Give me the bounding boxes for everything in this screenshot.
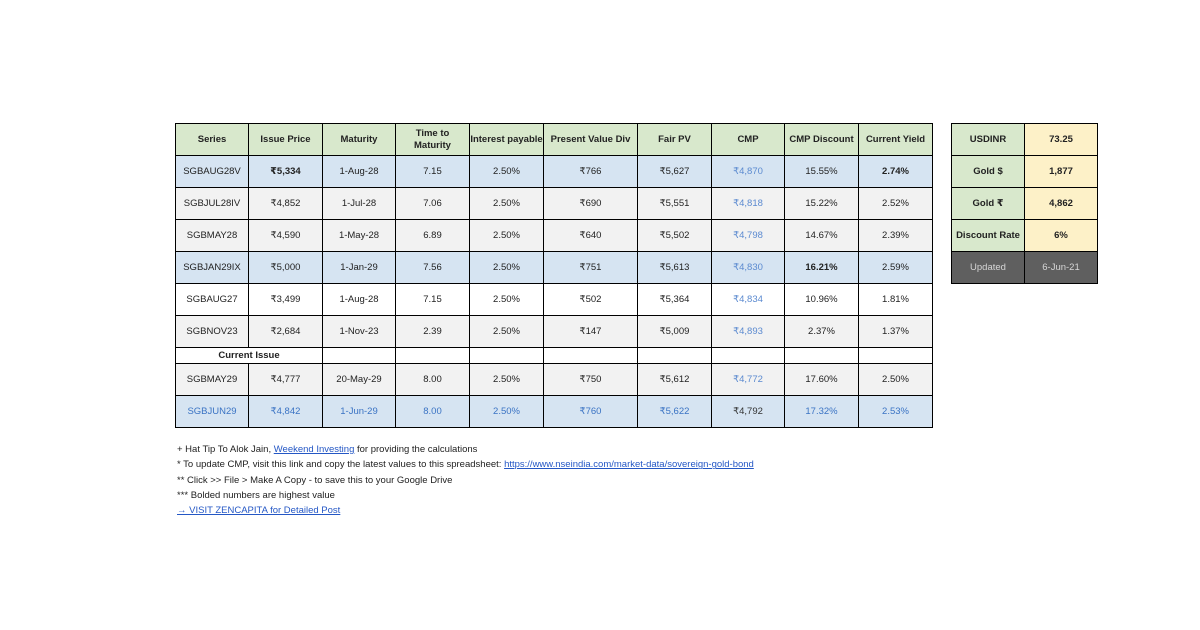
cell-series[interactable]: SGBJUN29 bbox=[176, 396, 249, 428]
cell-pv-div[interactable]: ₹502 bbox=[544, 284, 638, 316]
empty-cell bbox=[785, 348, 859, 364]
table-row bbox=[176, 156, 933, 188]
header-time-to-maturity: Time to Maturity bbox=[396, 124, 470, 156]
header-issue-price: Issue Price bbox=[249, 124, 323, 156]
cell-series[interactable]: SGBJUL28IV bbox=[176, 188, 249, 220]
cell-pv-div[interactable]: ₹750 bbox=[544, 364, 638, 396]
cell-maturity[interactable]: 1-Aug-28 bbox=[323, 284, 396, 316]
table-row bbox=[176, 396, 933, 428]
cell-issue-price[interactable]: ₹4,852 bbox=[249, 188, 323, 220]
cell-cmp[interactable]: ₹4,818 bbox=[712, 188, 785, 220]
cell-issue-price[interactable]: ₹4,842 bbox=[249, 396, 323, 428]
cell-cmp[interactable]: ₹4,834 bbox=[712, 284, 785, 316]
side-row-gold-usd bbox=[952, 156, 1098, 188]
table-row bbox=[176, 364, 933, 396]
cell-cmp-discount[interactable]: 16.21% bbox=[785, 252, 859, 284]
table-header-row bbox=[176, 124, 933, 156]
side-value[interactable]: 4,862 bbox=[1025, 188, 1098, 220]
cell-interest[interactable]: 2.50% bbox=[470, 316, 544, 348]
table-row bbox=[176, 316, 933, 348]
cell-fair-pv[interactable]: ₹5,009 bbox=[638, 316, 712, 348]
current-issue-label: Current Issue bbox=[176, 348, 323, 364]
header-current-yield: Current Yield bbox=[859, 124, 933, 156]
cell-maturity[interactable]: 1-Jan-29 bbox=[323, 252, 396, 284]
cell-issue-price[interactable]: ₹5,334 bbox=[249, 156, 323, 188]
header-present-value-div: Present Value Div bbox=[544, 124, 638, 156]
side-label[interactable]: Gold ₹ bbox=[952, 188, 1025, 220]
cell-interest[interactable]: 2.50% bbox=[470, 284, 544, 316]
table-row bbox=[176, 220, 933, 252]
empty-cell bbox=[396, 348, 470, 364]
market-data-table bbox=[951, 123, 1098, 284]
sgb-table bbox=[175, 123, 933, 428]
cell-interest[interactable]: 2.50% bbox=[470, 364, 544, 396]
cell-issue-price[interactable]: ₹2,684 bbox=[249, 316, 323, 348]
note-visit bbox=[177, 503, 754, 518]
cell-fair-pv[interactable]: ₹5,502 bbox=[638, 220, 712, 252]
cell-interest[interactable]: 2.50% bbox=[470, 396, 544, 428]
cell-cmp-discount[interactable]: 2.37% bbox=[785, 316, 859, 348]
cell-maturity[interactable]: 1-Nov-23 bbox=[323, 316, 396, 348]
cell-maturity[interactable]: 1-Aug-28 bbox=[323, 156, 396, 188]
cell-interest[interactable]: 2.50% bbox=[470, 188, 544, 220]
side-label[interactable]: Discount Rate bbox=[952, 220, 1025, 252]
side-row-gold-inr bbox=[952, 188, 1098, 220]
nseindia-link[interactable]: https://www.nseindia.com/market-data/sovereign-gold-bond bbox=[504, 459, 754, 471]
cell-pv-div[interactable]: ₹751 bbox=[544, 252, 638, 284]
empty-cell bbox=[544, 348, 638, 364]
cell-fair-pv[interactable]: ₹5,622 bbox=[638, 396, 712, 428]
cell-current-yield[interactable]: 2.52% bbox=[859, 188, 933, 220]
header-maturity: Maturity bbox=[323, 124, 396, 156]
cell-maturity[interactable]: 1-Jul-28 bbox=[323, 188, 396, 220]
cell-cmp[interactable]: ₹4,772 bbox=[712, 364, 785, 396]
cell-interest[interactable]: 2.50% bbox=[470, 220, 544, 252]
cell-pv-div[interactable]: ₹147 bbox=[544, 316, 638, 348]
note-update-cmp: * To update CMP, visit this link and copy the latest values to this spreadsheet: https://www.nseindia.com/market-data/sovereign-gold-bond bbox=[177, 459, 754, 471]
cell-interest[interactable]: 2.50% bbox=[470, 156, 544, 188]
cell-fair-pv[interactable]: ₹5,364 bbox=[638, 284, 712, 316]
cell-fair-pv[interactable]: ₹5,613 bbox=[638, 252, 712, 284]
cell-current-yield[interactable]: 1.37% bbox=[859, 316, 933, 348]
note-make-copy: ** Click >> File > Make A Copy - to save this to your Google Drive bbox=[177, 474, 453, 486]
side-label[interactable]: USDINR bbox=[952, 124, 1025, 156]
cell-time[interactable]: 8.00 bbox=[396, 364, 470, 396]
header-fair-pv: Fair PV bbox=[638, 124, 712, 156]
note-bolded: *** Bolded numbers are highest value bbox=[177, 489, 335, 501]
empty-cell bbox=[859, 348, 933, 364]
cell-time[interactable]: 7.06 bbox=[396, 188, 470, 220]
cell-cmp[interactable]: ₹4,893 bbox=[712, 316, 785, 348]
header-series: Series bbox=[176, 124, 249, 156]
cell-cmp-discount[interactable]: 14.67% bbox=[785, 220, 859, 252]
cell-cmp-discount[interactable]: 15.22% bbox=[785, 188, 859, 220]
table-row bbox=[176, 252, 933, 284]
cell-current-yield[interactable]: 2.39% bbox=[859, 220, 933, 252]
cell-current-yield[interactable]: 2.74% bbox=[859, 156, 933, 188]
cell-pv-div[interactable]: ₹760 bbox=[544, 396, 638, 428]
cell-series[interactable]: SGBJAN29IX bbox=[176, 252, 249, 284]
side-label[interactable]: Gold $ bbox=[952, 156, 1025, 188]
side-value[interactable]: 6-Jun-21 bbox=[1025, 252, 1098, 284]
cell-maturity[interactable]: 20-May-29 bbox=[323, 364, 396, 396]
side-row-usdinr bbox=[952, 124, 1098, 156]
cell-current-yield[interactable]: 2.50% bbox=[859, 364, 933, 396]
cell-series[interactable]: SGBMAY29 bbox=[176, 364, 249, 396]
side-value[interactable]: 73.25 bbox=[1025, 124, 1098, 156]
cell-series[interactable]: SGBAUG27 bbox=[176, 284, 249, 316]
header-cmp: CMP bbox=[712, 124, 785, 156]
note-hat-tip: + Hat Tip To Alok Jain, Weekend Investing for providing the calculations bbox=[177, 444, 478, 455]
empty-cell bbox=[638, 348, 712, 364]
empty-cell bbox=[470, 348, 544, 364]
cell-time[interactable]: 8.00 bbox=[396, 396, 470, 428]
cell-issue-price[interactable]: ₹4,777 bbox=[249, 364, 323, 396]
cell-current-yield[interactable]: 2.53% bbox=[859, 396, 933, 428]
table-row bbox=[176, 284, 933, 316]
cell-maturity[interactable]: 1-May-28 bbox=[323, 220, 396, 252]
cell-current-yield[interactable]: 2.59% bbox=[859, 252, 933, 284]
zencapita-link[interactable]: → VISIT ZENCAPITA for Detailed Post bbox=[177, 505, 341, 517]
cell-current-yield[interactable]: 1.81% bbox=[859, 284, 933, 316]
cell-cmp-discount[interactable]: 15.55% bbox=[785, 156, 859, 188]
side-value[interactable]: 6% bbox=[1025, 220, 1098, 252]
cell-issue-price[interactable]: ₹3,499 bbox=[249, 284, 323, 316]
side-row-discount-rate bbox=[952, 220, 1098, 252]
header-interest-payable: Interest payable bbox=[470, 124, 544, 156]
side-value[interactable]: 1,877 bbox=[1025, 156, 1098, 188]
cell-cmp[interactable]: ₹4,798 bbox=[712, 220, 785, 252]
cell-pv-div[interactable]: ₹640 bbox=[544, 220, 638, 252]
cell-cmp[interactable]: ₹4,830 bbox=[712, 252, 785, 284]
cell-series[interactable]: SGBMAY28 bbox=[176, 220, 249, 252]
table-row bbox=[176, 188, 933, 220]
cell-cmp-discount[interactable]: 10.96% bbox=[785, 284, 859, 316]
weekend-investing-link[interactable]: Weekend Investing bbox=[273, 444, 355, 455]
cell-cmp[interactable]: ₹4,870 bbox=[712, 156, 785, 188]
cell-fair-pv[interactable]: ₹5,551 bbox=[638, 188, 712, 220]
footnotes bbox=[177, 442, 754, 518]
cell-issue-price[interactable]: ₹4,590 bbox=[249, 220, 323, 252]
header-cmp-discount: CMP Discount bbox=[785, 124, 859, 156]
side-label[interactable]: Updated bbox=[952, 252, 1025, 284]
cell-series[interactable]: SGBNOV23 bbox=[176, 316, 249, 348]
cell-pv-div[interactable]: ₹690 bbox=[544, 188, 638, 220]
cell-time[interactable]: 7.15 bbox=[396, 156, 470, 188]
cell-time[interactable]: 7.56 bbox=[396, 252, 470, 284]
cell-time[interactable]: 7.15 bbox=[396, 284, 470, 316]
cell-fair-pv[interactable]: ₹5,612 bbox=[638, 364, 712, 396]
cell-cmp-discount[interactable]: 17.32% bbox=[785, 396, 859, 428]
cell-pv-div[interactable]: ₹766 bbox=[544, 156, 638, 188]
cell-time[interactable]: 2.39 bbox=[396, 316, 470, 348]
cell-maturity[interactable]: 1-Jun-29 bbox=[323, 396, 396, 428]
side-row-updated bbox=[952, 252, 1098, 284]
cell-series[interactable]: SGBAUG28V bbox=[176, 156, 249, 188]
cell-cmp[interactable]: ₹4,792 bbox=[712, 396, 785, 428]
empty-cell bbox=[323, 348, 396, 364]
cell-issue-price[interactable]: ₹5,000 bbox=[249, 252, 323, 284]
current-issue-row bbox=[176, 348, 933, 364]
cell-time[interactable]: 6.89 bbox=[396, 220, 470, 252]
cell-cmp-discount[interactable]: 17.60% bbox=[785, 364, 859, 396]
empty-cell bbox=[712, 348, 785, 364]
cell-fair-pv[interactable]: ₹5,627 bbox=[638, 156, 712, 188]
cell-interest[interactable]: 2.50% bbox=[470, 252, 544, 284]
